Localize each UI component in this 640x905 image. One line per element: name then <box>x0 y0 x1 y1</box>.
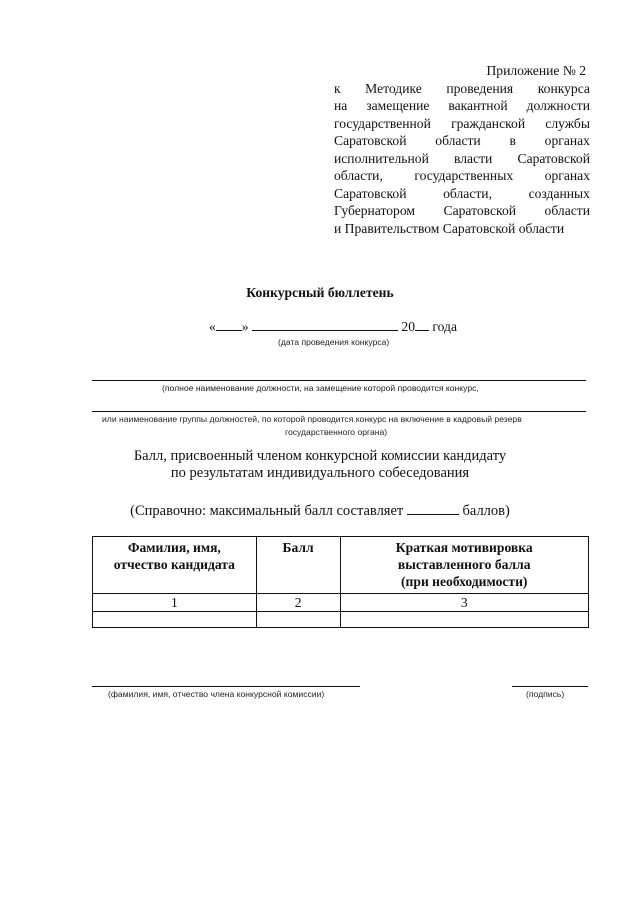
appendix-word: государственных <box>414 168 514 183</box>
appendix-word: Методике <box>365 80 422 96</box>
appendix-line-7 <box>334 185 590 203</box>
appendix-word: Саратовской <box>334 185 407 201</box>
reference-suffix: баллов) <box>462 503 510 519</box>
header-score <box>256 537 340 594</box>
appendix-word: органах <box>544 168 590 183</box>
position-caption-3: государственного органа) <box>285 427 388 437</box>
date-caption: (дата проведения конкурса) <box>278 337 390 347</box>
appendix-block <box>334 62 590 237</box>
ballot-title: Конкурсный бюллетень <box>246 285 394 300</box>
appendix-word: Саратовской <box>443 203 517 218</box>
appendix-word: проведения <box>446 80 514 96</box>
appendix-number: Приложение № 2 <box>486 63 586 78</box>
appendix-word: Саратовской <box>517 150 590 166</box>
table-number-row <box>93 594 589 612</box>
score-heading <box>0 448 640 482</box>
appendix-word: исполнительной <box>334 150 429 166</box>
position-line-1[interactable] <box>92 380 586 381</box>
month-blank[interactable] <box>252 318 398 331</box>
appendix-line-2 <box>334 97 590 115</box>
appendix-word: органах <box>544 133 590 148</box>
appendix-word: службы <box>545 115 590 131</box>
appendix-word: области, <box>334 168 383 183</box>
appendix-word: гражданской <box>451 115 526 131</box>
appendix-line-6 <box>334 167 590 185</box>
appendix-word: области <box>544 203 590 218</box>
appendix-word: Саратовской <box>334 133 407 148</box>
appendix-word: области <box>435 133 481 148</box>
appendix-word: должности <box>526 98 590 113</box>
member-name-line[interactable] <box>92 686 360 687</box>
score-cell[interactable] <box>256 612 340 628</box>
appendix-word: замещение <box>366 98 430 113</box>
signature-line[interactable] <box>512 686 588 687</box>
signature-caption: (подпись) <box>526 689 565 699</box>
day-blank[interactable] <box>216 318 242 331</box>
appendix-line-9: и Правительством Саратовской области <box>334 220 565 236</box>
year-word: года <box>432 319 457 334</box>
header-motivation <box>340 537 589 594</box>
year-prefix: 20 <box>401 319 415 334</box>
table-header-row <box>93 537 589 594</box>
appendix-word: в <box>509 133 516 148</box>
appendix-line-3 <box>334 115 590 133</box>
appendix-word: области, <box>443 185 492 201</box>
date-line <box>209 318 457 335</box>
max-score-blank[interactable] <box>407 501 459 515</box>
score-heading-line-1: Балл, присвоенный членом конкурсной комиссии кандидату <box>133 448 507 464</box>
score-heading-line-2: по результатам индивидуального собеседования <box>170 465 470 481</box>
header-line: (при необходимости) <box>401 574 528 589</box>
header-candidate-name <box>93 537 257 594</box>
header-line: выставленного балла <box>397 557 531 572</box>
year-blank[interactable] <box>415 318 429 331</box>
appendix-line-8 <box>334 202 590 220</box>
reference-prefix: (Справочно: максимальный балл составляет <box>130 503 404 519</box>
appendix-line-4 <box>334 132 590 150</box>
appendix-word: к <box>334 80 341 96</box>
appendix-line-5 <box>334 150 590 168</box>
score-table <box>92 536 589 628</box>
close-quote: » <box>241 319 249 334</box>
header-line: Фамилия, имя, <box>127 540 221 555</box>
header-line: Балл <box>282 540 314 555</box>
column-number: 1 <box>93 594 257 612</box>
appendix-word: вакантной <box>448 98 508 113</box>
appendix-word: созданных <box>528 185 590 201</box>
reference-line <box>0 501 640 520</box>
position-line-2[interactable] <box>92 411 586 412</box>
motivation-cell[interactable] <box>340 612 589 628</box>
table-row <box>93 612 589 628</box>
appendix-word: государственной <box>334 115 431 131</box>
appendix-line-1 <box>334 80 590 98</box>
appendix-word: власти <box>454 150 493 166</box>
column-number: 2 <box>256 594 340 612</box>
appendix-word: Губернатором <box>334 203 415 218</box>
candidate-name-cell[interactable] <box>93 612 257 628</box>
position-caption-2: или наименование группы должностей, по которой проводится конкурс на включение в кадровый резерв <box>102 414 522 424</box>
header-line: отчество кандидата <box>113 557 235 572</box>
header-line: Краткая мотивировка <box>395 540 533 555</box>
column-number: 3 <box>340 594 589 612</box>
appendix-word: конкурса <box>537 80 590 96</box>
position-caption-1: (полное наименование должности, на замещение которой проводится конкурс, <box>162 383 479 393</box>
appendix-word: на <box>334 98 348 113</box>
member-name-caption: (фамилия, имя, отчество члена конкурсной комиссии) <box>108 689 325 699</box>
open-quote: « <box>209 319 216 334</box>
